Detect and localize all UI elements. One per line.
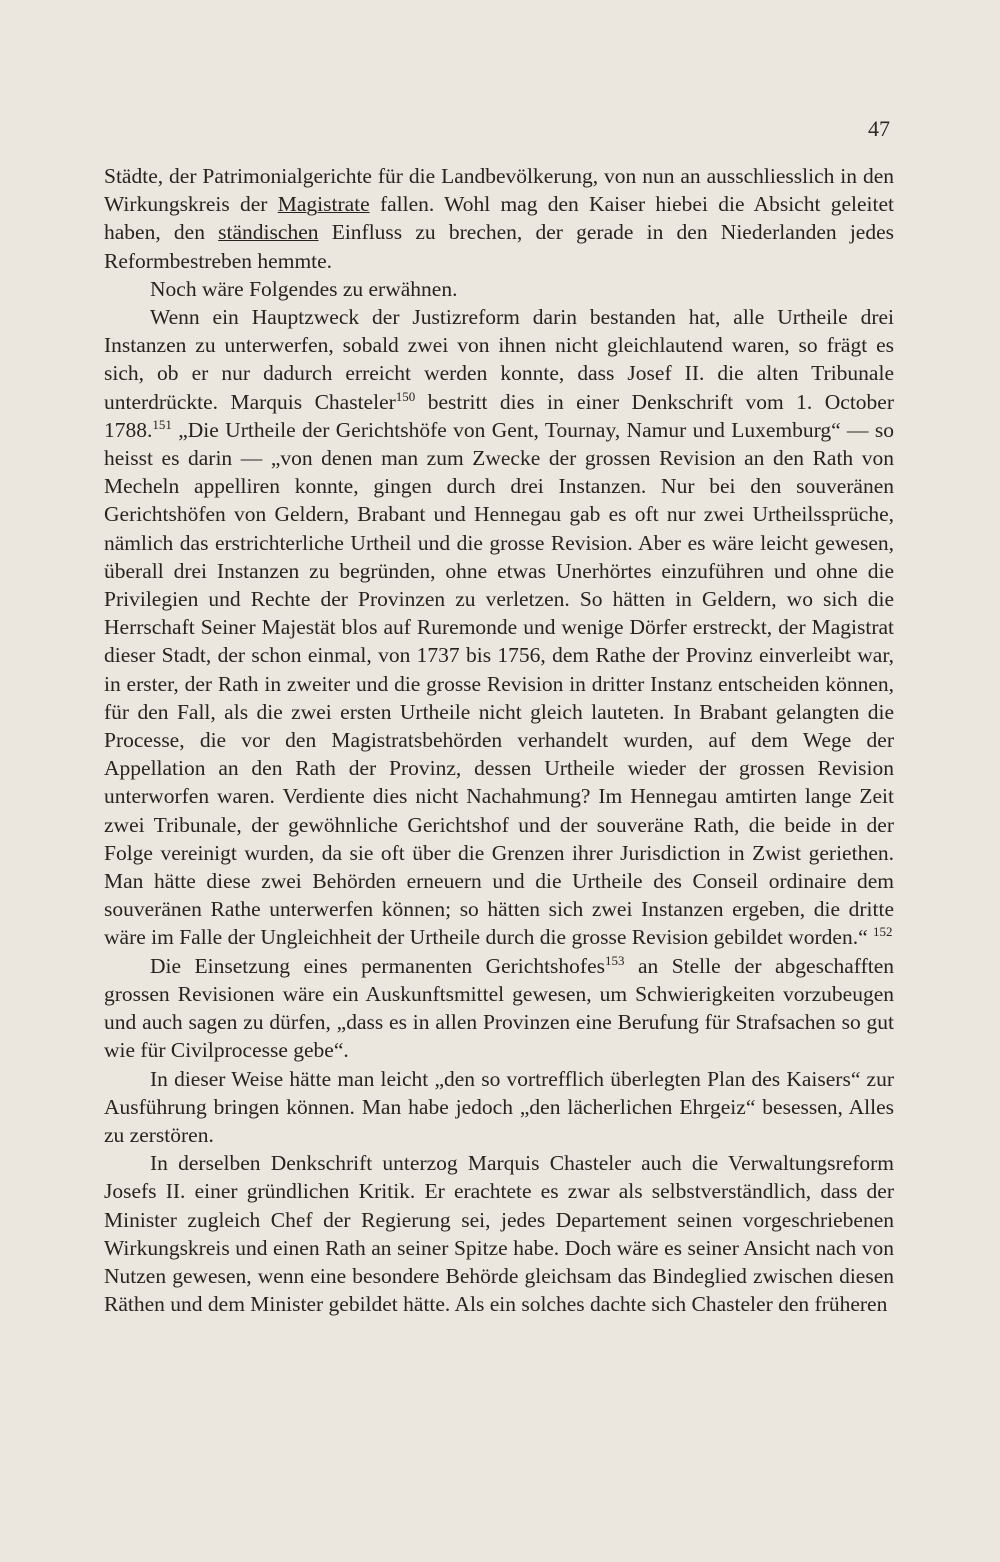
paragraph <box>104 952 894 1065</box>
paragraph <box>104 1149 894 1318</box>
underlined-word: ständischen <box>218 220 319 245</box>
text-run: Städte, der Patrimonialgerichte für die Landbevölkerung, von nun an ausschliesslich in den Wirkungskreis der <box>104 164 894 217</box>
footnote-ref: 153 <box>605 952 625 968</box>
text-run: In derselben Denkschrift unterzog Marquis Chasteler auch die Verwaltungsreform Josefs II. einer gründlichen Kritik. Er erachtete es zwar als selbstverständlich, dass der Minister zugleich Chef der Regierung sei, jedes Departement seinen vorgeschriebenen Wirkungskreis und einen Rath an seiner Spitze habe. Doch wäre es seiner Ansicht nach von Nutzen gewesen, wenn eine besondere Behörde gleichsam das Bindeglied zwischen diesen Räthen und dem Minister gebildet hätte. Als ein solches dachte sich Chasteler den früheren <box>104 1151 894 1317</box>
paragraph <box>104 162 894 275</box>
text-run: Wenn ein Hauptzweck der Justizreform darin bestanden hat, alle Urtheile drei Instanzen zu unterwerfen, sobald zwei von ihnen nicht gleichlautend waren, so frägt es sich, ob er nur dadurch erreicht werden konnte, dass Josef II. die alten Tribunale unterdrückte. Marquis Chasteler <box>104 305 894 414</box>
text-run: Die Einsetzung eines permanenten Gerichtshofes <box>150 953 605 978</box>
footnote-ref: 152 <box>872 924 893 940</box>
text-run: Einfluss zu brechen, der gerade in den Niederlanden jedes Reformbestreben hemmte. <box>104 220 894 273</box>
footnote-ref: 151 <box>152 416 172 432</box>
paragraph <box>104 1065 894 1150</box>
footnote-ref: 150 <box>395 388 416 404</box>
text-run: bestritt dies in einer Denkschrift vom 1. October 1788. <box>104 389 894 442</box>
underlined-word: Magistrate <box>277 192 370 217</box>
body-text <box>104 162 894 1318</box>
page-number: 47 <box>868 116 890 141</box>
paragraph <box>104 303 894 952</box>
text-run: „Die Urtheile der Gerichtshöfe von Gent, Tournay, Namur und Luxemburg“ — so heisst es darin — „von denen man zum Zwecke der grossen Revision an den Rath von Mecheln appelliren konnte, gingen durch drei Instanzen. Nur bei den souveränen Gerichtshöfen von Geldern, Brabant und Hennegau gab es oft nur zwei Urtheilssprüche, nämlich das erstrichterliche Urtheil und die grosse Revision. Aber es wäre leicht gewesen, überall drei Instanzen zu begründen, ohne etwas Unerhörtes einzuführen und ohne die Privilegien und Rechte der Provinzen zu verletzen. So hätten in Geldern, wo sich die Herrschaft Seiner Majestät blos auf Ruremonde und wenige Dörfer erstreckt, der Magistrat dieser Stadt, der schon einmal, von 1737 bis 1756, dem Rathe der Provinz einverleibt war, in erster, der Rath in zweiter und die grosse Revision in dritter Instanz entscheiden können, für den Fall, als die zwei ersten Urtheile nicht gleich lauteten. In Brabant gelangten die Processe, die vor den Magistratsbehörden verhandelt wurden, auf dem Wege der Appellation an den Rath der Provinz, dessen Urtheile wieder der grossen Revision unterworfen waren. Verdiente dies nicht Nachahmung? Im Hennegau amtirten lange Zeit zwei Tribunale, der gewöhnliche Gerichtshof und der souveräne Rath, die beide in der Folge vereinigt wurden, da sie oft über die Grenzen ihrer Jurisdiction in Zwist geriethen. Man hätte diese zwei Behörden erneuern und die Urtheile des Conseil ordinaire dem souveränen Rathe unterwerfen können; so hätten sich zwei Instanzen ergeben, die dritte wäre im Falle der Ungleichheit der Urtheile durch die grosse Revision gebildet worden.“ <box>104 417 894 950</box>
text-run: an Stelle der abgeschafften grossen Revisionen wäre ein Auskunftsmittel gewesen, um Schwierigkeiten vorzubeugen und auch sagen zu dürfen, „dass es in allen Provinzen eine Berufung für Strafsachen so gut wie für Civilprocesse gebe“. <box>104 953 894 1063</box>
text-run: fallen. Wohl mag den Kaiser hiebei die Absicht geleitet haben, den <box>104 192 894 245</box>
paragraph <box>104 275 894 303</box>
text-run: Noch wäre Folgendes zu erwähnen. <box>150 276 458 301</box>
text-run: In dieser Weise hätte man leicht „den so vortrefflich überlegten Plan des Kaisers“ zur Ausführung bringen können. Man habe jedoch „den lächerlichen Ehrgeiz“ besessen, Alles zu zerstören. <box>104 1066 894 1147</box>
